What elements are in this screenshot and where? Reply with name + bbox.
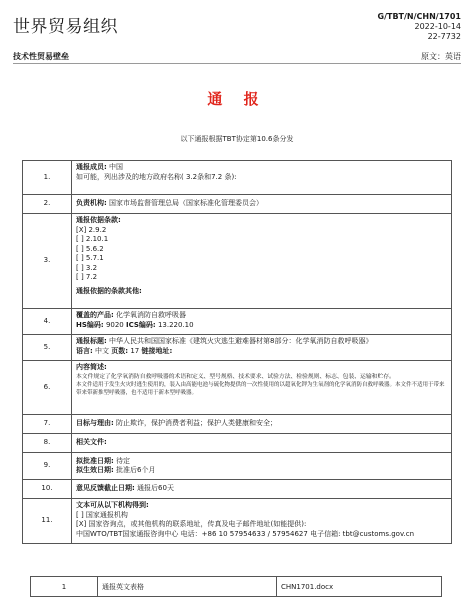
field-label: 文本可从以下机构得到: bbox=[76, 501, 149, 509]
document-number: 22-7732 bbox=[427, 32, 461, 41]
row-number: 10. bbox=[23, 480, 72, 499]
field-note: 如可能，列出涉及的地方政府名称( 3.2条和7.2 条): bbox=[76, 172, 237, 181]
table-row bbox=[23, 195, 452, 214]
clause-option: [X] 2.9.2 bbox=[76, 225, 107, 234]
field-value: 9020 bbox=[105, 320, 124, 329]
field-label: ICS编码: bbox=[126, 320, 156, 329]
table-row bbox=[31, 577, 442, 597]
field-label: 拟生效日期: bbox=[76, 466, 114, 474]
field-value: 13.220.10 bbox=[157, 320, 194, 329]
field-value: 通报后60天 bbox=[137, 484, 174, 493]
table-row bbox=[23, 335, 452, 361]
field-value: 防止欺诈，保护消费者利益；保护人类健康和安全； bbox=[116, 419, 278, 428]
notification-table bbox=[22, 160, 452, 544]
original-language: 原文：英语 bbox=[421, 52, 461, 61]
attachment-name: 通报英文表格 bbox=[98, 577, 277, 597]
field-value: 待定 bbox=[116, 456, 131, 465]
attachment-file-link[interactable]: CHN1701.docx bbox=[277, 577, 442, 597]
field-value: 中华人民共和国国家标准《建筑火灾逃生避难器材第8部分：化学氧消防自救呼吸器》 bbox=[109, 337, 373, 345]
clause-option: [ ] 7.2 bbox=[76, 273, 98, 281]
table-row bbox=[23, 480, 452, 499]
committee-name: 技术性贸易壁垒 bbox=[13, 52, 69, 61]
field-label: 负责机构: bbox=[76, 199, 107, 208]
field-label: 内容简述: bbox=[76, 363, 107, 371]
field-label: 相关文件: bbox=[76, 438, 107, 447]
row-number: 3. bbox=[23, 214, 72, 309]
field-label: 通报成员: bbox=[76, 163, 107, 171]
field-value: 化学氧消防自救呼吸器 bbox=[116, 311, 187, 319]
field-label: HS编码: bbox=[76, 320, 104, 329]
table-row bbox=[23, 161, 452, 195]
row-content bbox=[72, 361, 452, 415]
table-row bbox=[23, 361, 452, 415]
row-content bbox=[72, 161, 452, 195]
attachment-table bbox=[30, 576, 442, 597]
row-content bbox=[72, 453, 452, 480]
table-row bbox=[23, 453, 452, 480]
header-divider bbox=[13, 63, 461, 64]
row-number: 6. bbox=[23, 361, 72, 415]
row-content bbox=[72, 214, 452, 309]
row-number: 1. bbox=[23, 161, 72, 195]
attachment-number: 1 bbox=[31, 577, 98, 597]
row-content bbox=[72, 309, 452, 335]
row-number: 2. bbox=[23, 195, 72, 214]
row-number: 5. bbox=[23, 335, 72, 361]
description-text: 本文件适用于发生火灾时逃生使用的，装入由高能电池与硫化物提供的一次性使用的以超氧化钾为生氧剂的化学氧消防自救呼吸器。本文件不适用于带来带来带新推型呼吸器，也不适用于新本型呼吸器。 bbox=[76, 381, 445, 396]
contact-info: 中国WTO/TBT国家通报咨询中心 电话：+86 10 57954633 / 57954627 电子信箱: tbt@customs.gov.cn bbox=[76, 529, 415, 538]
field-label: 拟批准日期: bbox=[76, 456, 114, 465]
table-row bbox=[23, 309, 452, 335]
field-label: 通报依据的条款其他: bbox=[76, 286, 142, 295]
document-symbol: G/TBT/N/CHN/1701 bbox=[377, 12, 461, 21]
row-number: 8. bbox=[23, 434, 72, 453]
row-content bbox=[72, 434, 452, 453]
document-date: 2022-10-14 bbox=[414, 22, 461, 31]
field-value: 批准后6个月 bbox=[116, 466, 156, 474]
row-content bbox=[72, 415, 452, 434]
document-meta bbox=[378, 12, 462, 42]
intro-text: 以下通报根据TBT协定第10.6条分发 bbox=[180, 135, 294, 143]
row-content bbox=[72, 480, 452, 499]
clause-option: [ ] 3.2 bbox=[76, 263, 98, 272]
row-content bbox=[72, 335, 452, 361]
field-label: 通报标题: bbox=[76, 337, 107, 345]
clause-option: [ ] 2.10.1 bbox=[76, 235, 109, 243]
field-label: 目标与理由: bbox=[76, 419, 114, 428]
row-number: 9. bbox=[23, 453, 72, 480]
row-number: 7. bbox=[23, 415, 72, 434]
row-number: 11. bbox=[23, 499, 72, 544]
organization-name: 世界贸易组织 bbox=[13, 17, 118, 37]
description-text: 本文件规定了化学氧消防自救呼吸器的术语和定义、型号规格、技术要求、试验方法、检验规则、标志、包装、运输和贮存。 bbox=[76, 373, 395, 380]
field-label: 页数: bbox=[111, 346, 129, 355]
field-label: 链接地址: bbox=[141, 346, 173, 355]
table-row bbox=[23, 415, 452, 434]
table-row bbox=[23, 434, 452, 453]
field-value: 中国 bbox=[109, 163, 124, 171]
field-value: 国家市场监督管理总局（国家标准化管理委员会） bbox=[109, 199, 264, 208]
field-label: 语言: bbox=[76, 346, 93, 355]
source-option: [X] 国家咨询点，或其他机构的联系地址，传真及电子邮件地址(如能提供): bbox=[76, 520, 307, 528]
field-value: 中文 bbox=[95, 346, 110, 355]
table-row bbox=[23, 214, 452, 309]
field-label: 覆盖的产品: bbox=[76, 311, 114, 319]
clause-option: [ ] 5.7.1 bbox=[76, 254, 104, 262]
row-content bbox=[72, 195, 452, 214]
page-title: 通 报 bbox=[207, 90, 267, 108]
table-row bbox=[23, 499, 452, 544]
field-label: 意见反馈截止日期: bbox=[76, 484, 135, 493]
field-value: 17 bbox=[130, 346, 140, 355]
clause-option: [ ] 5.6.2 bbox=[76, 244, 104, 253]
source-option: [ ] 国家通报机构 bbox=[76, 510, 128, 519]
field-label: 通报依据条款: bbox=[76, 216, 121, 224]
row-content bbox=[72, 499, 452, 544]
row-number: 4. bbox=[23, 309, 72, 335]
